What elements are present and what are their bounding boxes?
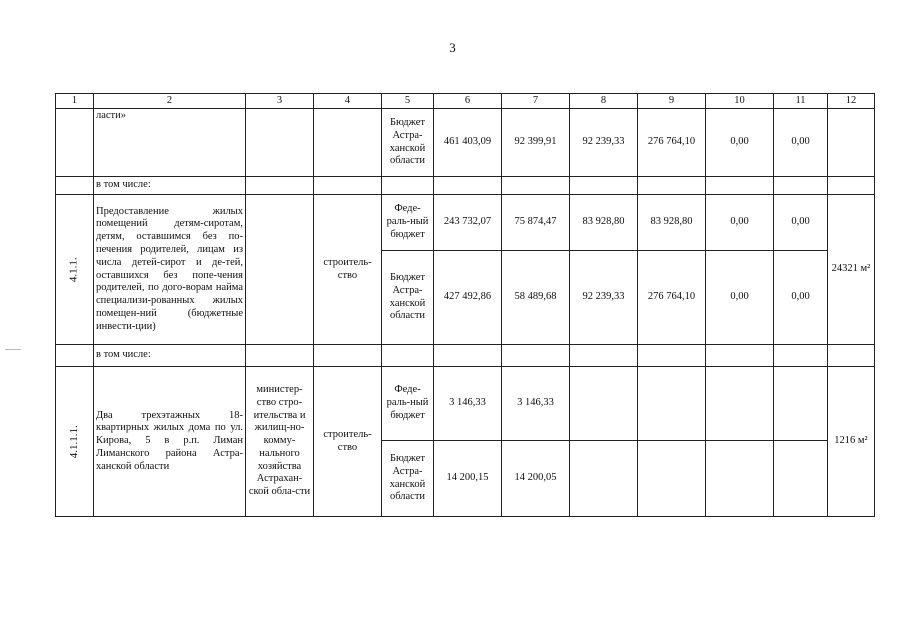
value-cell: 14 200,05 xyxy=(502,441,570,517)
empty-cell xyxy=(56,345,94,367)
source-cell: Бюджет Астра-ханской области xyxy=(382,441,434,517)
subtotal-label: в том числе: xyxy=(94,177,246,195)
header-cell: 7 xyxy=(502,94,570,109)
item-code: 4.1.1. xyxy=(67,256,80,282)
header-row xyxy=(56,94,875,109)
executor-cell xyxy=(246,195,314,345)
value-cell: 0,00 xyxy=(706,251,774,345)
page-number: 3 xyxy=(449,40,456,55)
source-cell: Бюджет Астра-ханской области xyxy=(382,109,434,177)
empty-cell xyxy=(314,345,382,367)
value-cell: 0,00 xyxy=(774,251,828,345)
empty-cell xyxy=(56,177,94,195)
value-cell: 92 399,91 xyxy=(502,109,570,177)
empty-cell xyxy=(434,345,502,367)
value-cell xyxy=(638,441,706,517)
table-row xyxy=(56,195,875,251)
value-cell: 14 200,15 xyxy=(434,441,502,517)
value-cell: 83 928,80 xyxy=(638,195,706,251)
value-cell: 83 928,80 xyxy=(570,195,638,251)
table-row xyxy=(56,345,875,367)
result-cell xyxy=(828,109,875,177)
header-cell: 12 xyxy=(828,94,875,109)
empty-cell xyxy=(382,177,434,195)
work-type-cell: строитель-ство xyxy=(314,367,382,517)
table-row xyxy=(56,109,875,177)
header-cell: 4 xyxy=(314,94,382,109)
header-cell: 8 xyxy=(570,94,638,109)
empty-cell xyxy=(434,177,502,195)
empty-cell xyxy=(638,345,706,367)
source-cell: Феде-раль-ный бюджет xyxy=(382,367,434,441)
header-cell: 10 xyxy=(706,94,774,109)
source-cell: Феде-раль-ный бюджет xyxy=(382,195,434,251)
empty-cell xyxy=(570,345,638,367)
value-cell: 75 874,47 xyxy=(502,195,570,251)
value-cell: 92 239,33 xyxy=(570,251,638,345)
value-cell: 0,00 xyxy=(774,195,828,251)
code-cell xyxy=(56,195,94,345)
executor-cell xyxy=(246,109,314,177)
empty-cell xyxy=(706,345,774,367)
work-type-cell: строитель-ство xyxy=(314,195,382,345)
empty-cell xyxy=(638,177,706,195)
empty-cell xyxy=(246,177,314,195)
empty-cell xyxy=(570,177,638,195)
empty-cell xyxy=(828,345,875,367)
value-cell: 461 403,09 xyxy=(434,109,502,177)
table-row xyxy=(56,177,875,195)
header-cell: 2 xyxy=(94,94,246,109)
value-cell xyxy=(706,441,774,517)
item-code: 4.1.1.1. xyxy=(67,424,80,458)
budget-table xyxy=(55,93,875,517)
header-cell: 9 xyxy=(638,94,706,109)
description-cell: Предоставление жилых помещений детям-сиротам, детям, оставшимся без по-печения родителей, лицам из числа детей-сирот и де-тей, оставшихся без попе-чения родителей, по дого-ворам найма специализи-рованных жилых помещен-ний (бюджетные инвести-ции) xyxy=(94,195,246,345)
margin-mark xyxy=(5,349,21,350)
value-cell: 0,00 xyxy=(774,109,828,177)
header-cell: 3 xyxy=(246,94,314,109)
code-cell xyxy=(56,367,94,517)
value-cell: 427 492,86 xyxy=(434,251,502,345)
header-cell: 1 xyxy=(56,94,94,109)
value-cell: 0,00 xyxy=(706,195,774,251)
result-cell: 1216 м² xyxy=(828,367,875,517)
value-cell: 58 489,68 xyxy=(502,251,570,345)
empty-cell xyxy=(246,345,314,367)
empty-cell xyxy=(502,345,570,367)
value-cell xyxy=(774,441,828,517)
header-cell: 11 xyxy=(774,94,828,109)
executor-cell: министер-ство стро-ительства и жилищ-но-комму-нального хозяйства Астрахан-ской обла-сти xyxy=(246,367,314,517)
empty-cell xyxy=(382,345,434,367)
table-row xyxy=(56,367,875,441)
empty-cell xyxy=(774,177,828,195)
description-cell: Два трехэтажных 18-квартирных жилых дома по ул. Кирова, 5 в р.п. Лиман Лиманского района Астра-ханской области xyxy=(94,367,246,517)
value-cell: 92 239,33 xyxy=(570,109,638,177)
source-cell: Бюджет Астра-ханской области xyxy=(382,251,434,345)
value-cell: 276 764,10 xyxy=(638,251,706,345)
subtotal-label: в том числе: xyxy=(94,345,246,367)
value-cell xyxy=(570,441,638,517)
value-cell: 243 732,07 xyxy=(434,195,502,251)
header-cell: 6 xyxy=(434,94,502,109)
work-type-cell xyxy=(314,109,382,177)
empty-cell xyxy=(828,177,875,195)
header-cell: 5 xyxy=(382,94,434,109)
empty-cell xyxy=(774,345,828,367)
empty-cell xyxy=(314,177,382,195)
value-cell: 3 146,33 xyxy=(502,367,570,441)
value-cell xyxy=(774,367,828,441)
result-cell: 24321 м² xyxy=(828,195,875,345)
value-cell: 0,00 xyxy=(706,109,774,177)
value-cell: 3 146,33 xyxy=(434,367,502,441)
description-cell: ласти» xyxy=(94,109,246,177)
code-cell xyxy=(56,109,94,177)
value-cell xyxy=(638,367,706,441)
value-cell xyxy=(570,367,638,441)
value-cell xyxy=(706,367,774,441)
empty-cell xyxy=(502,177,570,195)
empty-cell xyxy=(706,177,774,195)
value-cell: 276 764,10 xyxy=(638,109,706,177)
